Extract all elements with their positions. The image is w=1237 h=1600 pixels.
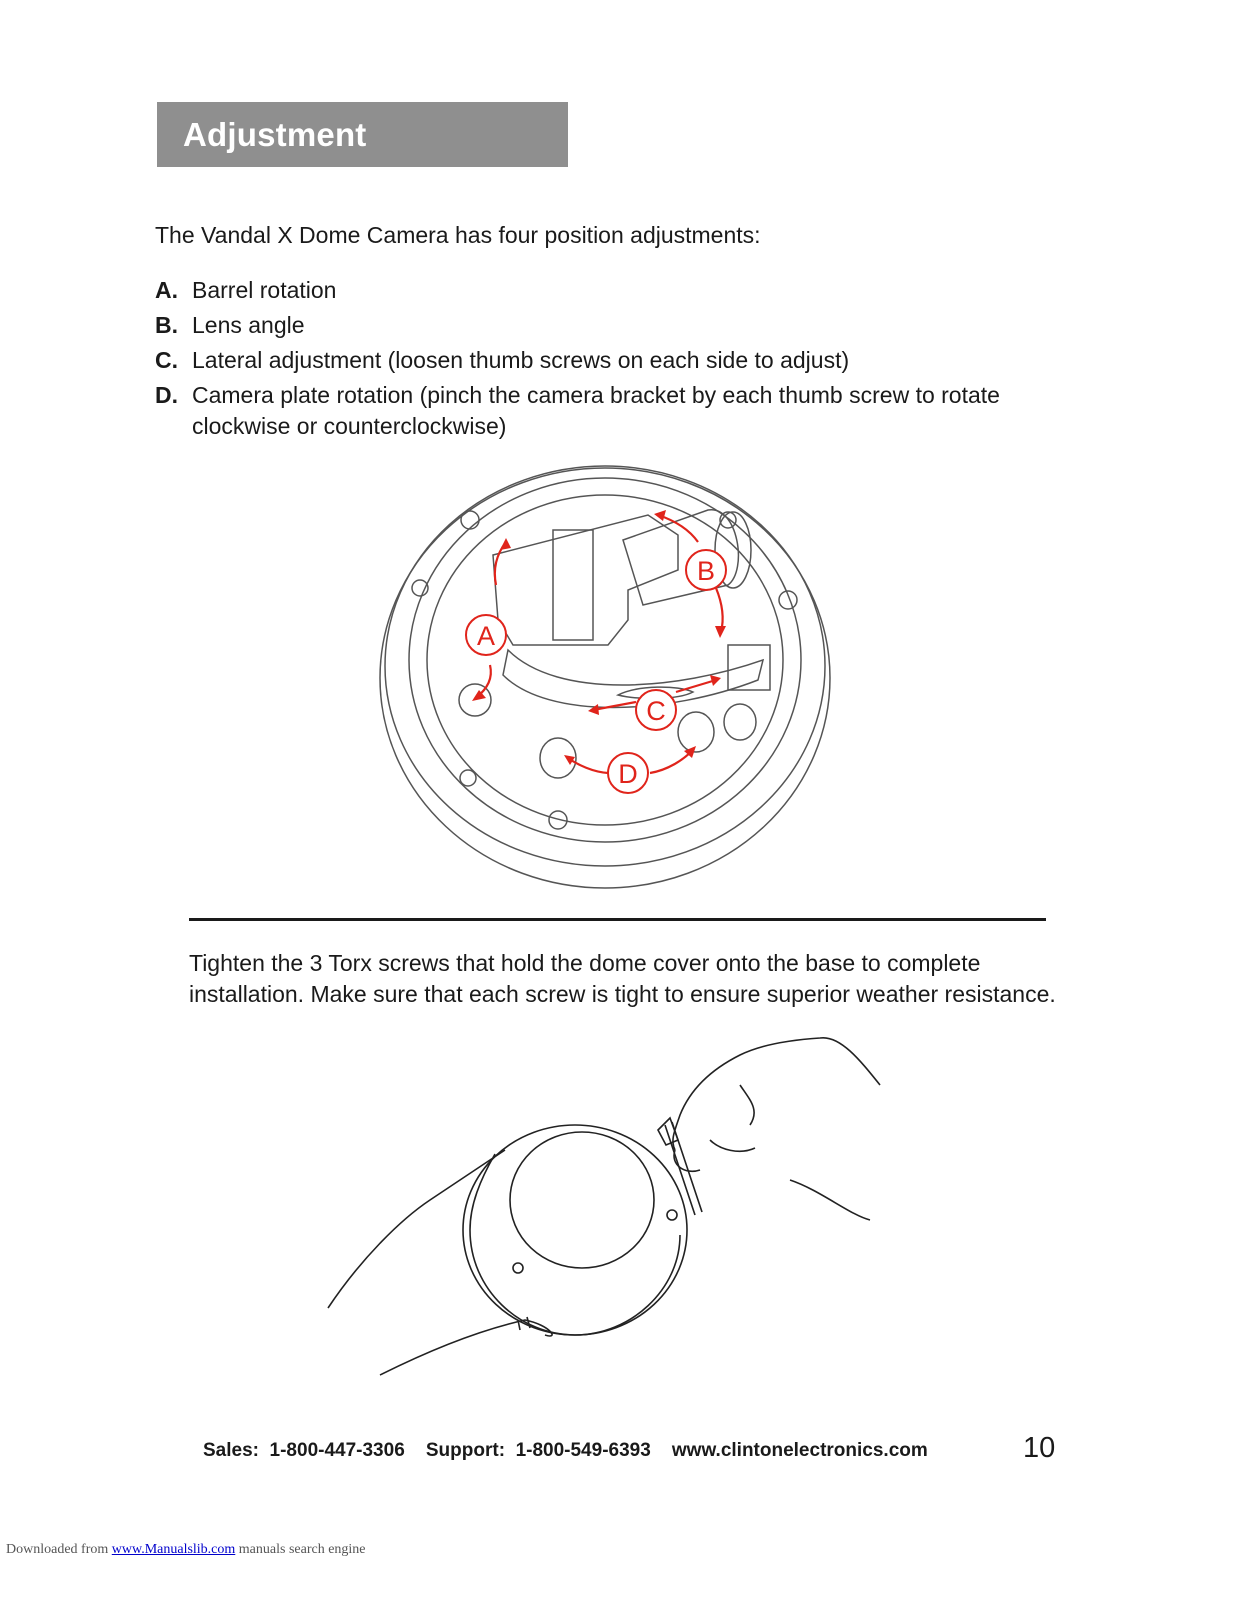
screw-icon bbox=[461, 511, 479, 529]
download-attribution bbox=[6, 1542, 366, 1558]
adjustment-item-b bbox=[155, 310, 1055, 341]
dome-rim bbox=[470, 1230, 680, 1335]
adjustment-list bbox=[155, 275, 1055, 446]
arrowhead bbox=[715, 626, 726, 638]
callout-b-label: B bbox=[696, 556, 716, 586]
page-footer bbox=[203, 1432, 1073, 1472]
tighten-instructions: Tighten the 3 Torx screws that hold the dome cover onto the base to complete installation. Make sure that each screw is tight to ensure superior weather resistance. bbox=[189, 950, 1056, 1007]
section-header bbox=[157, 102, 568, 167]
torx-screw-icon bbox=[513, 1263, 523, 1273]
page-number: 10 bbox=[1023, 1432, 1056, 1464]
adjustment-letter: A. bbox=[155, 277, 178, 303]
callout-c-label: C bbox=[646, 696, 666, 726]
screw-icon bbox=[460, 770, 476, 786]
adjustment-item-a bbox=[155, 275, 1055, 306]
arrow-b-lower bbox=[716, 588, 723, 632]
adjustment-letter: B. bbox=[155, 312, 178, 338]
adjustment-text: Lateral adjustment (loosen thumb screws on each side to adjust) bbox=[192, 347, 850, 373]
dome-inner bbox=[427, 495, 783, 825]
torx-screw-icon bbox=[667, 1210, 677, 1220]
tighten-screws-illustration bbox=[320, 1030, 890, 1380]
dome-cover bbox=[510, 1132, 654, 1268]
adjustment-text: Lens angle bbox=[192, 312, 305, 338]
section-title: Adjustment bbox=[183, 116, 367, 153]
download-suffix: manuals search engine bbox=[235, 1542, 366, 1557]
camera-bracket bbox=[493, 515, 678, 645]
arrowhead bbox=[564, 755, 575, 765]
post bbox=[724, 704, 756, 740]
download-prefix: Downloaded from bbox=[6, 1542, 112, 1557]
arrowhead bbox=[588, 704, 599, 715]
module-box bbox=[553, 530, 593, 640]
section-divider bbox=[189, 918, 1046, 921]
adjustment-letter: D. bbox=[155, 382, 178, 408]
dome-ring bbox=[409, 478, 801, 842]
adjustment-item-d bbox=[155, 380, 1055, 442]
arrow-c-right bbox=[676, 680, 716, 692]
right-hand bbox=[673, 1038, 880, 1220]
adjustment-text: Camera plate rotation (pinch the camera bracket by each thumb screw to rotate clockwise or counterclockwise) bbox=[192, 382, 1000, 439]
intro-text: The Vandal X Dome Camera has four position adjustments: bbox=[155, 222, 761, 248]
adjustment-letter: C. bbox=[155, 347, 178, 373]
adjustment-item-c bbox=[155, 345, 1055, 376]
arrow-c bbox=[593, 702, 636, 710]
bracket-arm bbox=[503, 650, 763, 708]
callout-a-label: A bbox=[476, 621, 496, 651]
arrowhead bbox=[500, 538, 511, 550]
callout-d-label: D bbox=[618, 759, 638, 789]
arrowhead bbox=[710, 675, 721, 686]
manualslib-link[interactable]: www.Manualslib.com bbox=[111, 1542, 236, 1557]
footer-contact: Sales: 1-800-447-3306 Support: 1-800-549-6393 www.clintonelectronics.com bbox=[203, 1440, 928, 1461]
arrow-d-right bbox=[650, 750, 693, 773]
adjustment-text: Barrel rotation bbox=[192, 277, 337, 303]
camera-adjustment-diagram bbox=[378, 460, 833, 890]
